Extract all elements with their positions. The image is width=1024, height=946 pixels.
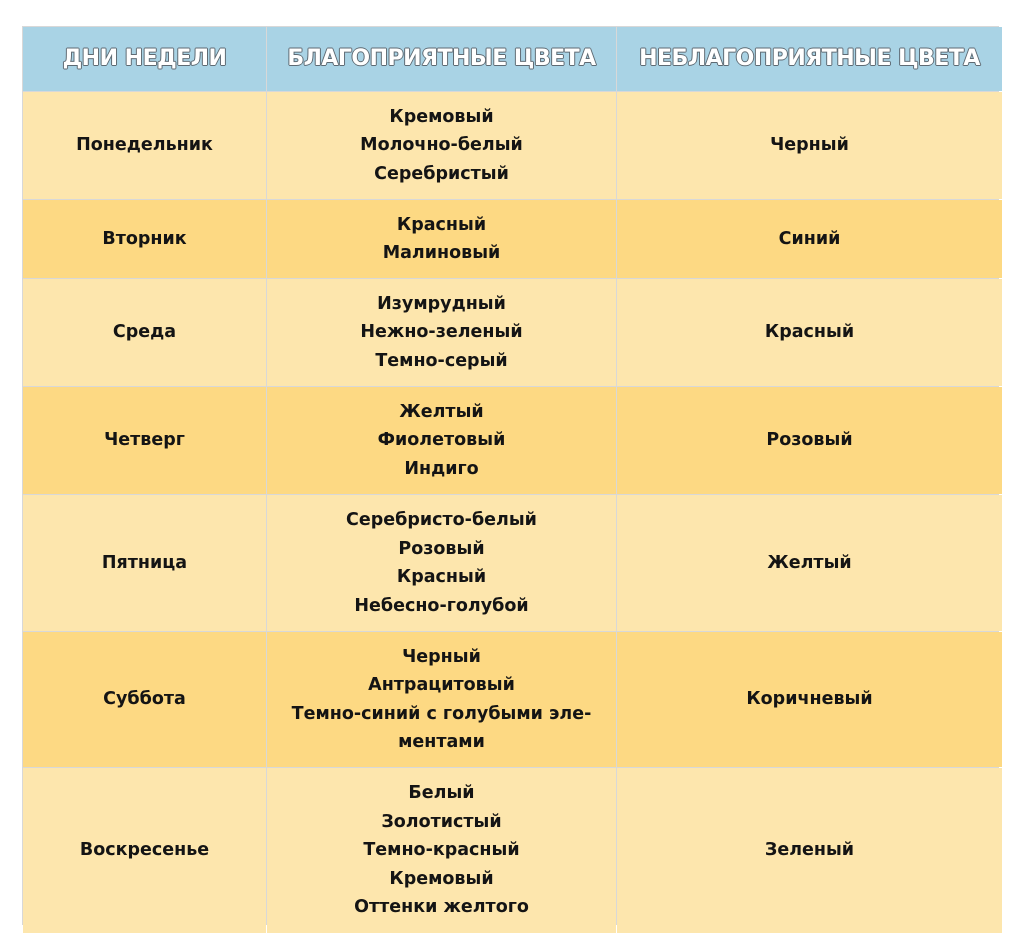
favorable-color: Индиго xyxy=(404,458,479,479)
favorable-color: Черный xyxy=(402,646,481,667)
unfavorable-cell: Черный xyxy=(617,92,1002,199)
favorable-color: Красный xyxy=(396,214,487,235)
unfavorable-cell: Желтый xyxy=(617,495,1002,631)
day-cell: Пятница xyxy=(23,495,266,631)
favorable-color: Желтый xyxy=(399,401,484,422)
favorable-color: Молочно-белый xyxy=(360,135,523,156)
favorable-color: ментами xyxy=(398,732,485,752)
favorable-color: Темно-красный xyxy=(363,840,520,861)
favorable-color: Золотистый xyxy=(381,811,502,832)
header-unfavorable-column: НЕБЛАГОПРИЯТНЫЕ ЦВЕТА xyxy=(617,27,1002,91)
unfavorable-cell: Зеленый xyxy=(617,768,1002,933)
unfavorable-cell: Коричневый xyxy=(617,632,1002,767)
favorable-color: Малиновый xyxy=(382,243,501,263)
unfavorable-cell: Синий xyxy=(617,200,1002,278)
favorable-color: Темно-серый xyxy=(375,350,508,371)
favorable-cell xyxy=(267,632,616,767)
favorable-color: Серебристо-белый xyxy=(346,510,537,530)
day-cell: Среда xyxy=(23,279,266,386)
favorable-color: Фиолетовый xyxy=(377,430,506,451)
favorable-cell xyxy=(267,200,616,278)
favorable-color: Серебристый xyxy=(374,163,509,184)
day-cell: Суббота xyxy=(23,632,266,767)
day-cell: Понедельник xyxy=(23,92,266,199)
header-favorable-column: БЛАГОПРИЯТНЫЕ ЦВЕТА xyxy=(267,27,616,91)
favorable-cell xyxy=(267,279,616,386)
favorable-cell xyxy=(267,92,616,199)
day-cell: Четверг xyxy=(23,387,266,494)
favorable-color: Красный xyxy=(396,567,487,587)
favorable-color: Белый xyxy=(408,783,475,804)
header-day-column: ДНИ НЕДЕЛИ xyxy=(23,27,266,91)
favorable-color: Кремовый xyxy=(389,868,494,889)
favorable-cell xyxy=(267,387,616,494)
favorable-color: Оттенки желтого xyxy=(354,897,529,918)
favorable-color: Розовый xyxy=(398,538,485,559)
unfavorable-cell: Розовый xyxy=(617,387,1002,494)
unfavorable-cell: Красный xyxy=(617,279,1002,386)
colors-by-weekday-table xyxy=(22,26,999,925)
day-cell: Воскресенье xyxy=(23,768,266,933)
favorable-cell xyxy=(267,495,616,631)
favorable-color: Изумрудный xyxy=(377,293,506,314)
favorable-color: Нежно-зеленый xyxy=(360,322,523,343)
favorable-color: Темно-синий с голубыми эле- xyxy=(291,703,592,724)
day-cell: Вторник xyxy=(23,200,266,278)
favorable-color: Небесно-голубой xyxy=(354,595,529,616)
favorable-cell xyxy=(267,768,616,933)
favorable-color: Антрацитовый xyxy=(368,675,515,695)
favorable-color: Кремовый xyxy=(389,106,494,127)
